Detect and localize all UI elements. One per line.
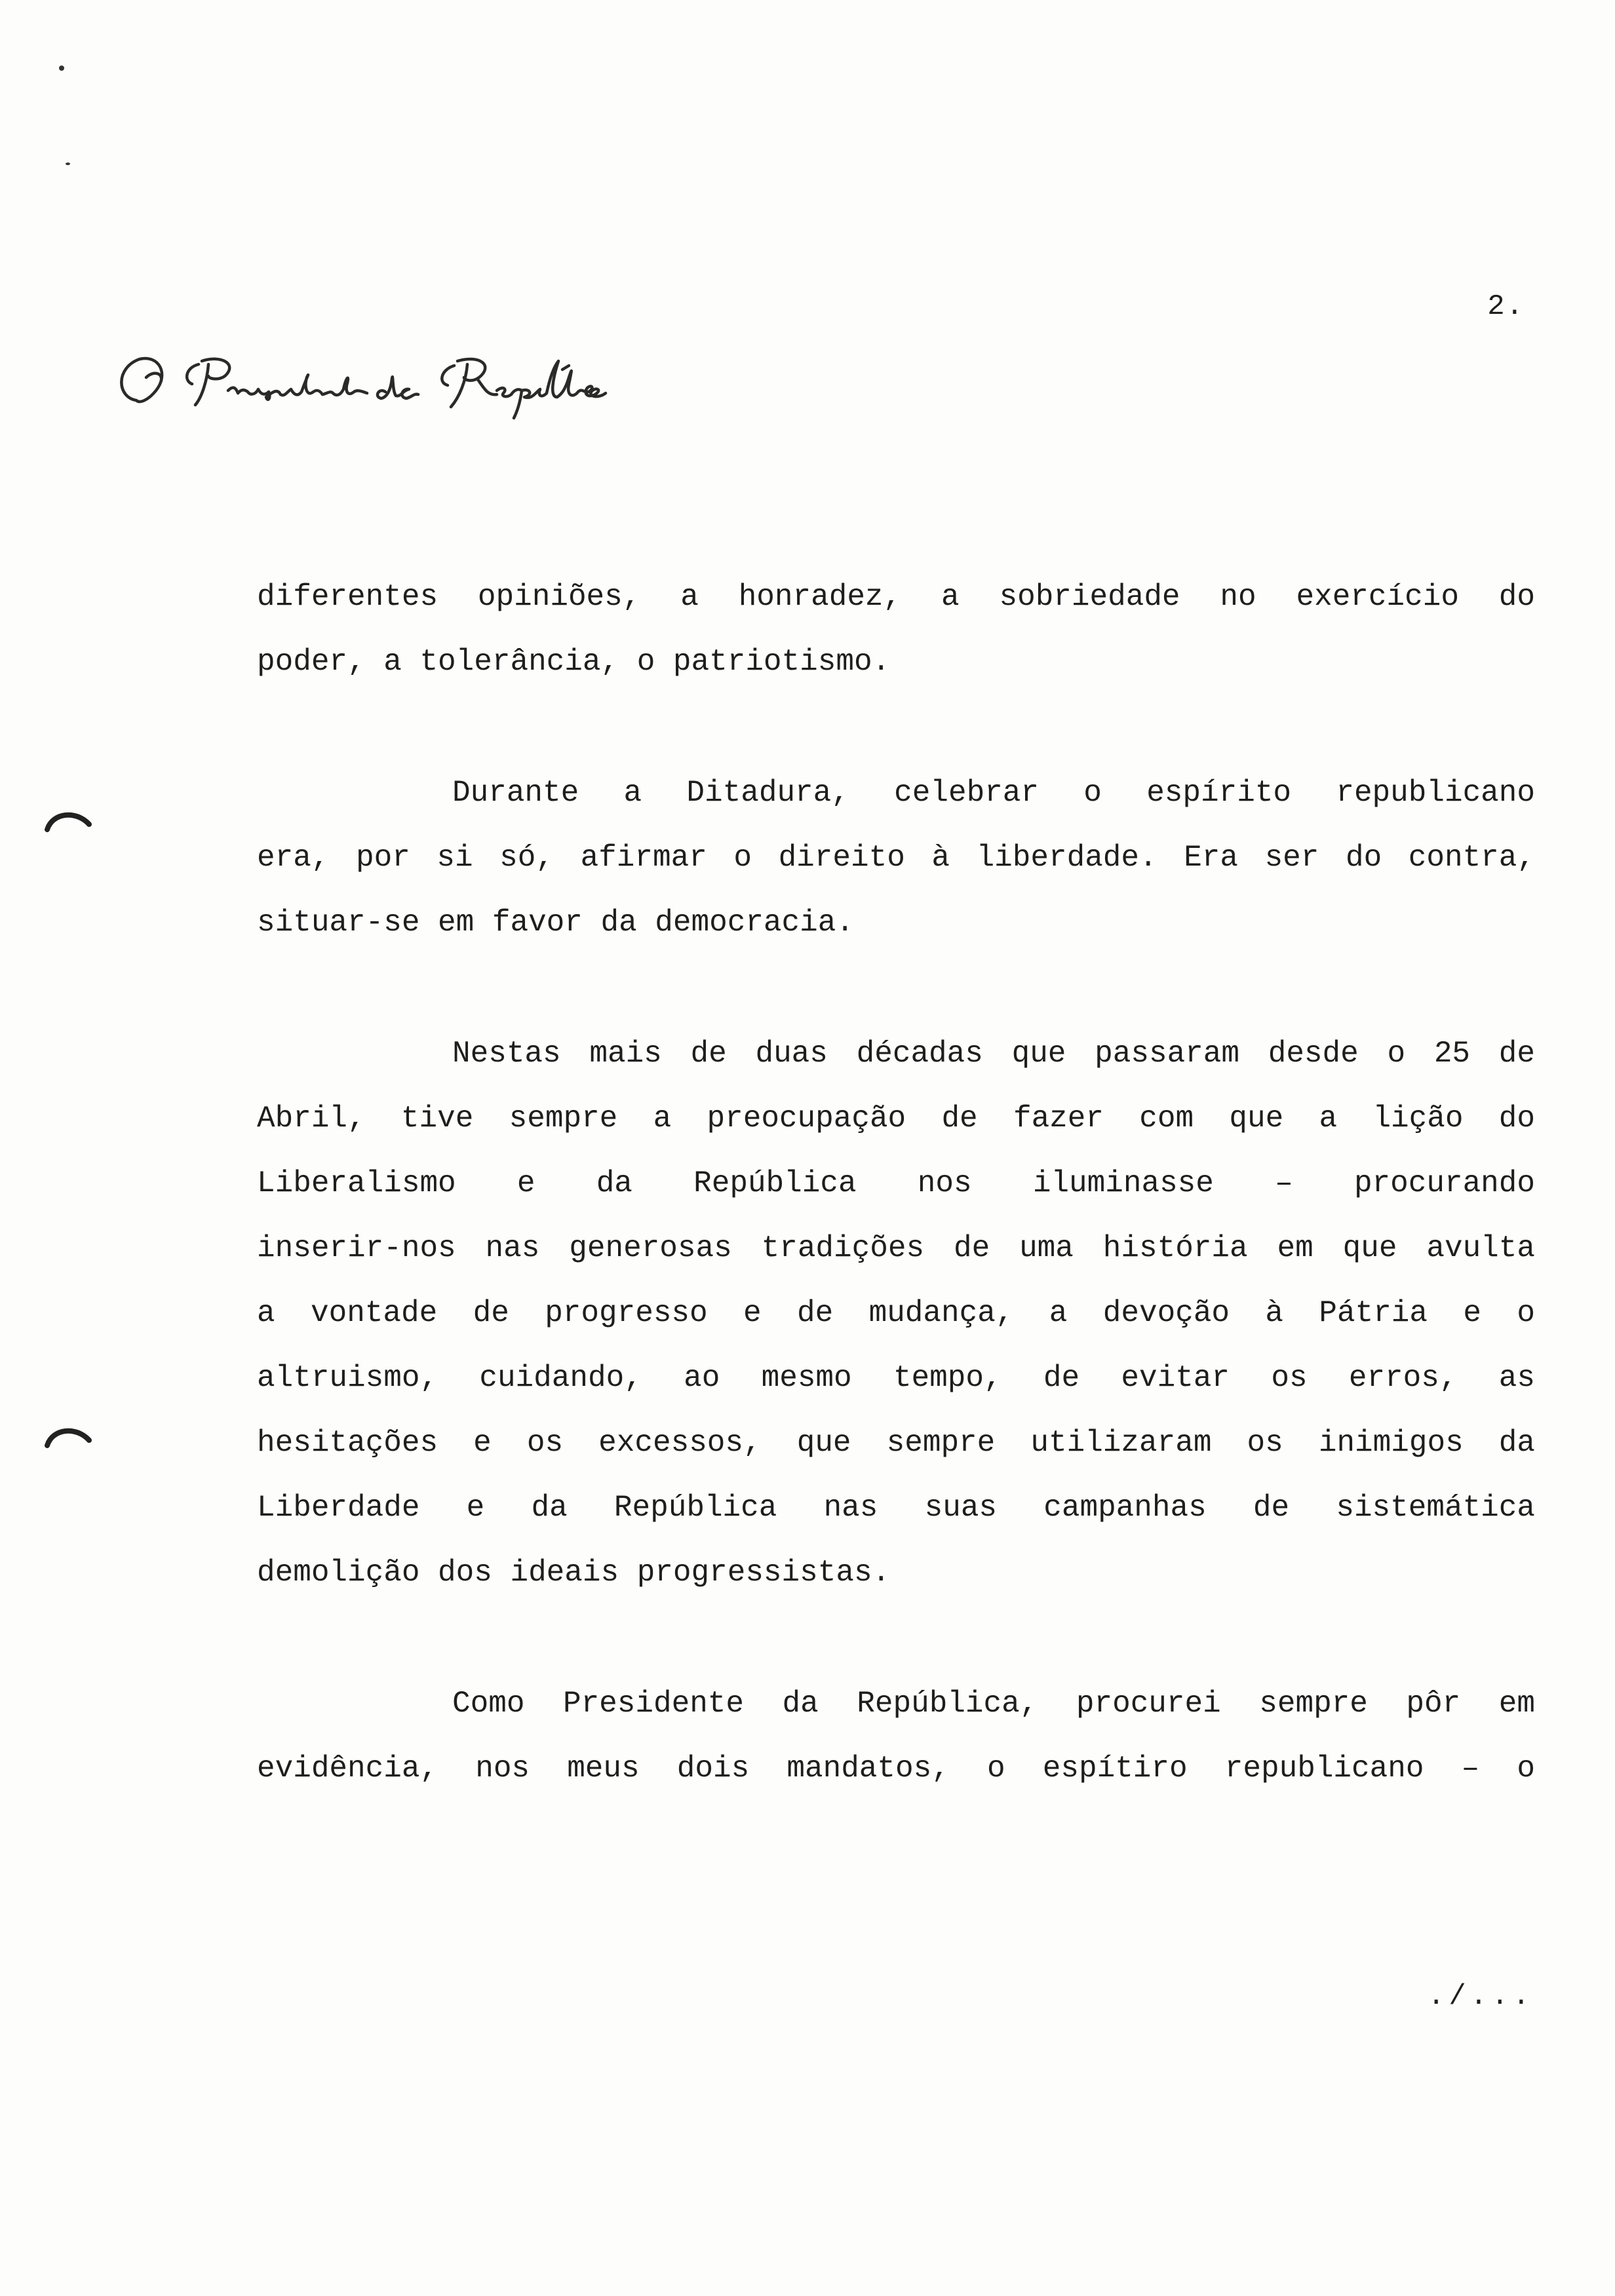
text-line: poder, a tolerância, o patriotismo. — [257, 645, 891, 679]
text-line: era, por si só, afirmar o direito à liberdade. Era ser do contra, — [257, 841, 1535, 875]
text-line: demolição dos ideais progressistas. — [257, 1556, 891, 1590]
text-line: altruismo, cuidando, ao mesmo tempo, de evitar os erros, as — [257, 1361, 1535, 1395]
paragraph-4 — [257, 1680, 1535, 1810]
text-line: Durante a Ditadura, celebrar o espírito republicano — [452, 776, 1535, 810]
text-line: hesitações e os excessos, que sempre utilizaram os inimigos da — [257, 1426, 1535, 1460]
text-line: a vontade de progresso e de mudança, a devoção à Pátria e o — [257, 1296, 1535, 1330]
scan-speck — [59, 66, 64, 71]
text-line: inserir-nos nas generosas tradições de uma história em que avulta — [257, 1231, 1535, 1265]
text-line: diferentes opiniões, a honradez, a sobriedade no exercício do — [257, 580, 1535, 614]
hole-punch-mark — [43, 806, 96, 832]
text-line: evidência, nos meus dois mandatos, o espítiro republicano – o — [257, 1751, 1535, 1786]
hole-punch-mark — [43, 1422, 96, 1448]
letter-body — [257, 573, 1535, 1810]
text-line: Abril, tive sempre a preocupação de fazer com que a lição do — [257, 1101, 1535, 1136]
letterhead-script-logo — [110, 351, 700, 423]
text-line: Liberalismo e da República nos iluminasse – procurando — [257, 1166, 1535, 1200]
text-line: situar-se em favor da democracia. — [257, 906, 854, 940]
text-line: Liberdade e da República nas suas campanhas de sistemática — [257, 1491, 1535, 1525]
paragraph-2 — [257, 769, 1535, 964]
paragraph-1 — [257, 573, 1535, 703]
continuation-mark: ./... — [1427, 1980, 1534, 2013]
text-line: Nestas mais de duas décadas que passaram desde o 25 de — [452, 1037, 1535, 1071]
text-line: Como Presidente da República, procurei sempre pôr em — [452, 1687, 1535, 1721]
page-number: 2. — [1487, 290, 1525, 323]
paragraph-3 — [257, 1030, 1535, 1614]
scan-speck — [66, 163, 70, 165]
letterhead-signature — [110, 351, 700, 423]
